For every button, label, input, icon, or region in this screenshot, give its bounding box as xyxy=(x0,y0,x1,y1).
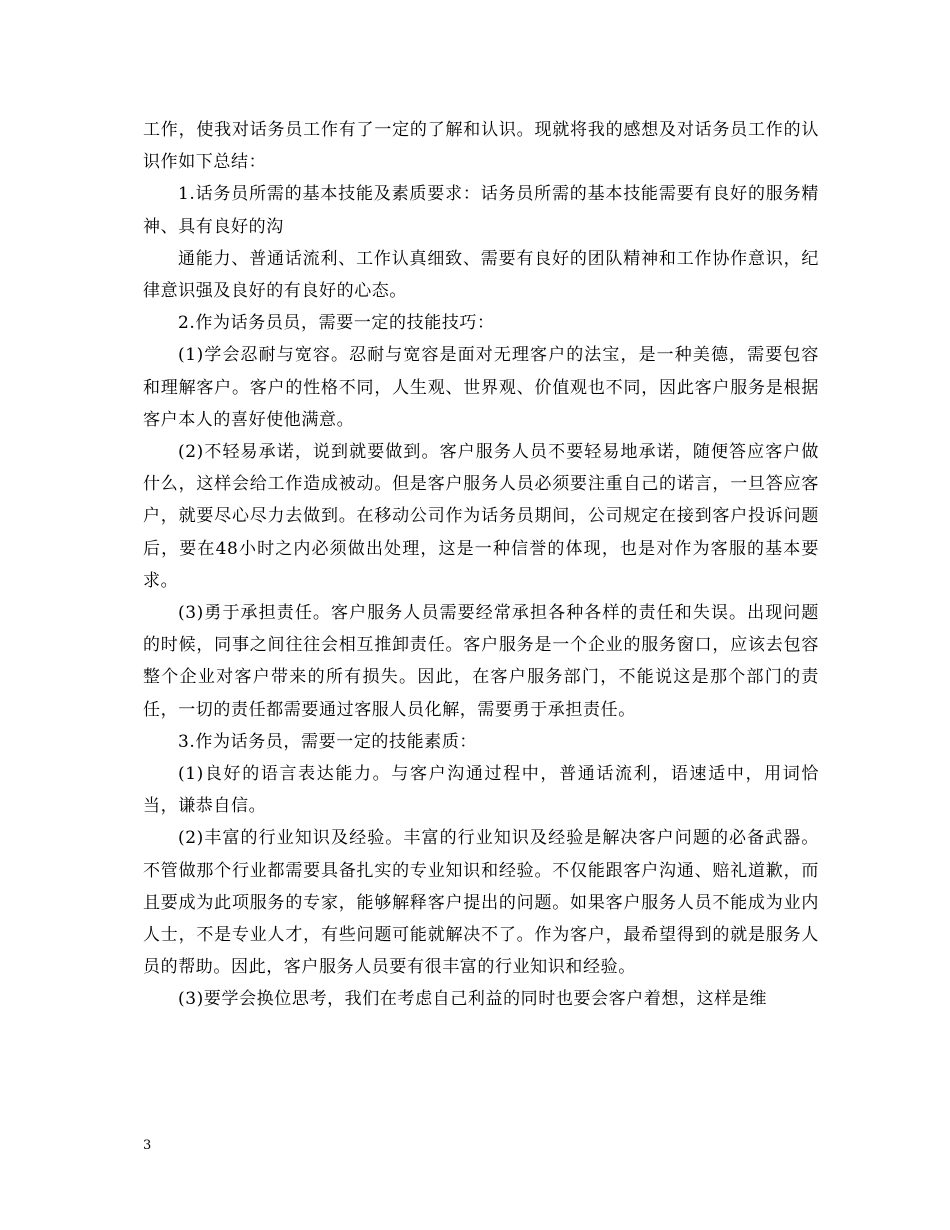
paragraph-section-2-item-1: (1)学会忍耐与宽容。忍耐与宽容是面对无理客户的法宝，是一种美德，需要包容和理解客户。客户的性格不同，人生观、世界观、价值观也不同，因此客户服务是根据客户本人的喜好使他满意。 xyxy=(143,345,819,430)
paragraph-section-1: 1.话务员所需的基本技能及素质要求：话务员所需的基本技能需要有良好的服务精神、具有良好的沟 xyxy=(143,184,819,237)
paragraph-section-3-item-2: (2)丰富的行业知识及经验。丰富的行业知识及经验是解决客户问题的必备武器。不管做那个行业都需要具备扎实的专业知识和经验。不仅能跟客户沟通、赔礼道歉，而且要成为此项服务的专家，能够解释客户提出的问题。如果客户服务人员不能成为业内人士，不是专业人才，有些问题可能就解决不了。作为客户，最希望得到的就是服务人员的帮助。因此，客户服务人员要有很丰富的行业知识和经验。 xyxy=(143,828,819,978)
paragraph-section-3-item-3: (3)要学会换位思考，我们在考虑自己利益的同时也要会客户着想，这样是维 xyxy=(178,989,768,1010)
paragraph-section-3-item-1: (1)良好的语言表达能力。与客户沟通过程中，普通话流利，语速适中，用词恰当，谦恭自信。 xyxy=(143,764,819,817)
page-number: 3 xyxy=(143,1138,152,1153)
document-body xyxy=(143,114,819,1016)
paragraph-section-2-item-3: (3)勇于承担责任。客户服务人员需要经常承担各种各样的责任和失误。出现问题的时候，同事之间往往会相互推卸责任。客户服务是一个企业的服务窗口，应该去包容整个企业对客户带来的所有损失。因此，在客户服务部门，不能说这是那个部门的责任，一切的责任都需要通过客服人员化解，需要勇于承担责任。 xyxy=(143,603,819,720)
paragraph-section-2-item-2: (2)不轻易承诺，说到就要做到。客户服务人员不要轻易地承诺，随便答应客户做什么，这样会给工作造成被动。但是客户服务人员必须要注重自己的诺言，一旦答应客户，就要尽心尽力去做到。在移动公司作为话务员期间，公司规定在接到客户投诉问题后，要在48小时之内必须做出处理，这是一种信誉的体现，也是对作为客服的基本要求。 xyxy=(143,442,819,591)
paragraph-section-2-heading: 2.作为话务员员，需要一定的技能技巧： xyxy=(178,313,495,334)
paragraph-intro: 工作，使我对话务员工作有了一定的了解和认识。现就将我的感想及对话务员工作的认识作如下总结： xyxy=(143,120,819,173)
paragraph-section-3-heading: 3.作为话务员，需要一定的技能素质： xyxy=(178,731,478,752)
paragraph-section-1-continued: 通能力、普通话流利、工作认真细致、需要有良好的团队精神和工作协作意识，纪律意识强及良好的有良好的心态。 xyxy=(143,248,819,302)
